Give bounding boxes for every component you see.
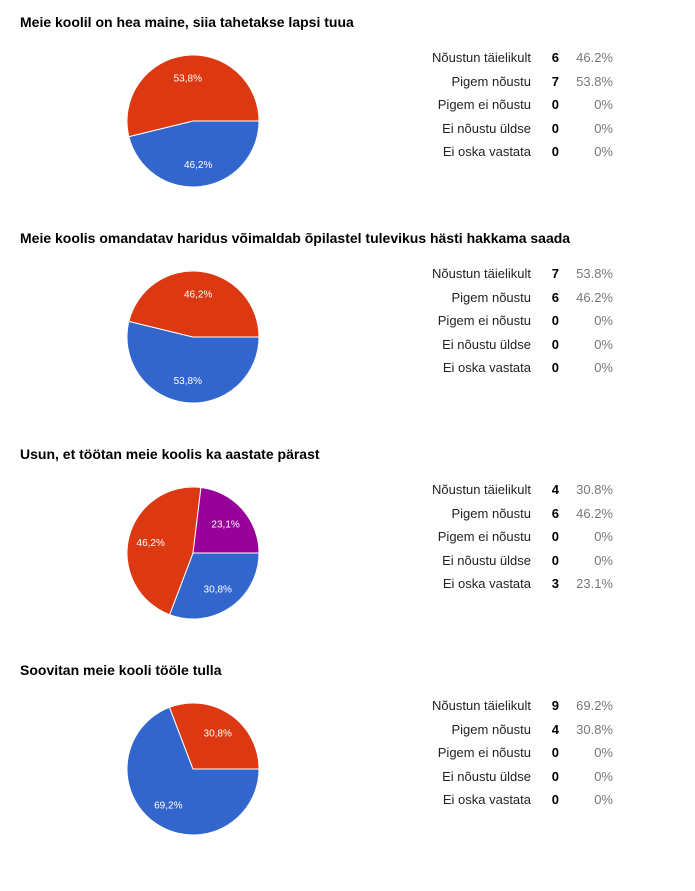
stats-row <box>380 502 613 526</box>
answer-label: Nõustun täielikult <box>432 482 531 498</box>
slice-label: 46,2% <box>184 289 213 301</box>
answer-percent: 0% <box>594 529 613 545</box>
stats-row <box>380 765 613 789</box>
response-stats-table <box>380 262 613 380</box>
stats-row <box>380 525 613 549</box>
answer-count: 6 <box>551 505 559 521</box>
stats-row <box>380 356 613 380</box>
answer-count: 0 <box>551 97 559 113</box>
answer-count: 0 <box>551 120 559 136</box>
question-section <box>0 440 695 656</box>
response-stats-table <box>380 46 613 164</box>
stats-row <box>380 788 613 812</box>
answer-count: 9 <box>551 698 559 714</box>
answer-label: Ei nõustu üldse <box>442 552 531 568</box>
answer-percent: 0% <box>594 120 613 136</box>
answer-percent: 0% <box>594 552 613 568</box>
answer-percent: 0% <box>594 745 613 761</box>
stats-row <box>380 309 613 333</box>
answer-label: Pigem nõustu <box>451 505 531 521</box>
answer-percent: 46.2% <box>576 505 613 521</box>
answer-count: 0 <box>551 552 559 568</box>
answer-percent: 0% <box>594 792 613 808</box>
answer-label: Pigem nõustu <box>451 721 531 737</box>
answer-percent: 0% <box>594 97 613 113</box>
answer-count: 6 <box>551 289 559 305</box>
answer-percent: 53.8% <box>576 266 613 282</box>
stats-row <box>380 694 613 718</box>
answer-count: 0 <box>551 336 559 352</box>
stats-row <box>380 70 613 94</box>
answer-percent: 46.2% <box>576 50 613 66</box>
slice-label: 53,8% <box>173 375 202 387</box>
answer-count: 4 <box>551 482 559 498</box>
answer-label: Ei nõustu üldse <box>442 336 531 352</box>
answer-count: 0 <box>551 144 559 160</box>
question-title: Meie koolil on hea maine, siia tahetakse lapsi tuua <box>20 14 354 30</box>
answer-percent: 30.8% <box>576 721 613 737</box>
answer-count: 0 <box>551 768 559 784</box>
slice-label: 30,8% <box>203 728 232 740</box>
answer-label: Pigem ei nõustu <box>437 97 531 113</box>
answer-label: Pigem ei nõustu <box>437 745 531 761</box>
answer-label: Ei oska vastata <box>442 792 531 808</box>
answer-count: 0 <box>551 745 559 761</box>
answer-percent: 46.2% <box>576 289 613 305</box>
answer-count: 0 <box>551 529 559 545</box>
question-section <box>0 224 695 440</box>
answer-count: 4 <box>551 721 559 737</box>
answer-percent: 53.8% <box>576 73 613 89</box>
answer-percent: 0% <box>594 336 613 352</box>
response-stats-table <box>380 694 613 812</box>
answer-percent: 23.1% <box>576 576 613 592</box>
answer-count: 7 <box>551 266 559 282</box>
answer-count: 0 <box>551 360 559 376</box>
answer-count: 0 <box>551 313 559 329</box>
pie-chart <box>118 478 268 628</box>
answer-label: Nõustun täielikult <box>432 50 531 66</box>
pie-chart <box>118 262 268 412</box>
stats-row <box>380 286 613 310</box>
slice-label: 30,8% <box>203 584 232 596</box>
slice-label: 23,1% <box>211 519 240 531</box>
answer-label: Ei nõustu üldse <box>442 120 531 136</box>
stats-row <box>380 549 613 573</box>
stats-row <box>380 117 613 141</box>
answer-percent: 30.8% <box>576 482 613 498</box>
stats-row <box>380 140 613 164</box>
answer-label: Nõustun täielikult <box>432 698 531 714</box>
answer-label: Pigem ei nõustu <box>437 313 531 329</box>
answer-count: 6 <box>551 50 559 66</box>
question-title: Soovitan meie kooli tööle tulla <box>20 662 222 678</box>
answer-label: Ei nõustu üldse <box>442 768 531 784</box>
pie-chart <box>118 694 268 844</box>
answer-label: Nõustun täielikult <box>432 266 531 282</box>
slice-label: 46,2% <box>136 538 165 550</box>
stats-row <box>380 262 613 286</box>
answer-count: 3 <box>551 576 559 592</box>
answer-percent: 0% <box>594 144 613 160</box>
stats-row <box>380 741 613 765</box>
slice-label: 53,8% <box>173 73 202 85</box>
answer-label: Ei oska vastata <box>442 144 531 160</box>
question-title: Meie koolis omandatav haridus võimaldab õpilastel tulevikus hästi hakkama saada <box>20 230 571 246</box>
answer-label: Pigem ei nõustu <box>437 529 531 545</box>
answer-count: 7 <box>551 73 559 89</box>
stats-row <box>380 572 613 596</box>
question-section <box>0 656 695 872</box>
stats-row <box>380 478 613 502</box>
answer-percent: 0% <box>594 313 613 329</box>
stats-row <box>380 718 613 742</box>
question-section <box>0 8 695 224</box>
answer-label: Pigem nõustu <box>451 73 531 89</box>
slice-label: 46,2% <box>184 159 213 171</box>
answer-label: Ei oska vastata <box>442 576 531 592</box>
stats-row <box>380 333 613 357</box>
stats-row <box>380 93 613 117</box>
answer-label: Ei oska vastata <box>442 360 531 376</box>
response-stats-table <box>380 478 613 596</box>
answer-percent: 0% <box>594 360 613 376</box>
stats-row <box>380 46 613 70</box>
question-title: Usun, et töötan meie koolis ka aastate pärast <box>20 446 320 462</box>
answer-count: 0 <box>551 792 559 808</box>
answer-percent: 69.2% <box>576 698 613 714</box>
answer-percent: 0% <box>594 768 613 784</box>
pie-chart <box>118 46 268 196</box>
answer-label: Pigem nõustu <box>451 289 531 305</box>
slice-label: 69,2% <box>154 800 183 812</box>
